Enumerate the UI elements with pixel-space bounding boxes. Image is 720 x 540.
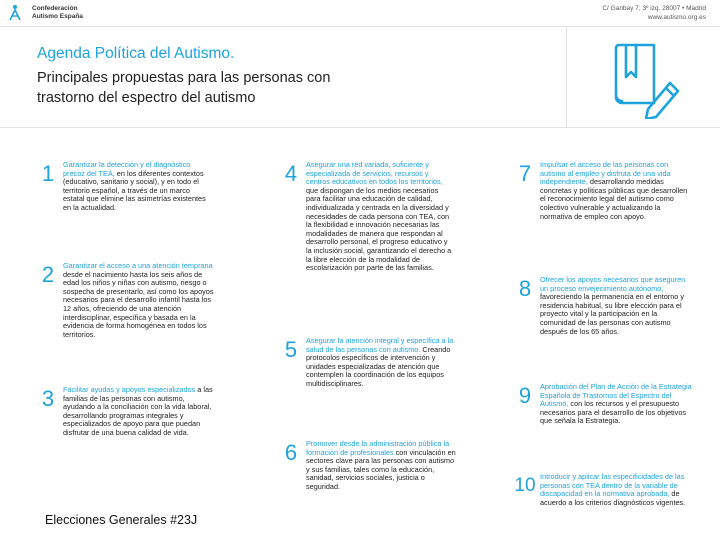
proposal-number: 1 [41, 161, 55, 186]
proposal-highlight: Promover desde la administración pública la formación de profesionales [306, 439, 450, 457]
proposal-number: 8 [518, 276, 532, 301]
proposal-body: a las familias de las personas con autismo, ayudando a la conciliación con la vida laboral, desarrollando programas integrales y especializados de apoyo para que puedan disfrutar de una buena calidad de vida. [63, 385, 213, 437]
proposal-number: 10 [514, 475, 536, 496]
proposal-text [540, 161, 690, 221]
proposal-text [540, 276, 692, 336]
proposal-highlight: Ofrecer los apoyos necesarios que aseguren un proceso envejecimiento autónomo, [540, 275, 686, 293]
proposal-item-1 [35, 161, 230, 231]
proposal-body: desarrollando medidas concretas y políticas públicas que desarrollen el reconocimiento legal del autismo como colectivo vulnerable y actualizando la normativa de empleo con apoyo. [540, 177, 688, 221]
proposal-number: 9 [518, 383, 532, 408]
proposal-item-10 [512, 473, 707, 533]
org-line-1: Confederación [32, 5, 78, 12]
proposal-number: 5 [284, 337, 298, 362]
website-link[interactable]: www.autismo.org.es [647, 13, 706, 21]
book-pencil-icon [608, 37, 684, 119]
proposal-number: 4 [284, 161, 298, 186]
proposal-highlight: Garantizar el acceso a una atención temprana [63, 261, 213, 270]
proposal-body: favoreciendo la permanencia en el entorno y residencia habitual, su libre elección para el proyecto vital y la participación en la comunidad de las personas con autismo después de los 65 años. [540, 292, 685, 336]
proposal-number: 6 [284, 440, 298, 465]
proposal-number: 3 [41, 386, 55, 411]
proposal-item-2 [35, 262, 230, 362]
address-line-1: C/ Garibay 7, 3º izq. 28007 • Madrid [602, 5, 706, 12]
proposal-item-7 [512, 161, 707, 246]
proposal-item-4 [278, 161, 473, 311]
proposal-body: desde el nacimiento hasta los seis años de edad los niños y niñas con autismo, riesgo o sospecha de presentarlo, así como los apoyos necesarios para el desarrollo infantil hasta los 12 años, ofreciendo de una atención interdisciplinar, específica y basada en la evidencia de forma homogénea en todos los territorios. [63, 269, 214, 339]
proposal-text [540, 473, 690, 507]
proposal-body: con los recursos y el presupuesto necesarios para el desarrollo de los objetivos que señala la Estrategia. [540, 399, 687, 426]
proposal-text [306, 161, 454, 273]
proposal-number: 2 [41, 262, 55, 287]
proposal-highlight: Impulsar el acceso de las personas con autismo al empleo y disfruta de una vida independiente, [540, 160, 671, 187]
page-title: Agenda Política del Autismo. [37, 45, 235, 62]
proposal-item-5 [278, 337, 473, 407]
proposal-text [306, 337, 456, 389]
proposal-item-8 [512, 276, 707, 356]
proposal-highlight: Facilitar ayudas y apoyos especializados [63, 385, 196, 394]
proposal-item-9 [512, 383, 707, 443]
proposal-body: con vinculación en sectores clave para las personas con autismo y sus familias, tales como la educación, sanidad, servicios sociales, justicia o seguridad. [306, 447, 456, 491]
proposal-item-6 [278, 440, 473, 510]
proposal-body: que dispongan de los medios necesarios para facilitar una educación de calidad, individualizada y centrada en la diversidad y necesidades de cada persona con TEA, con la flexibilidad e innovación necesarias las modalidades de manera que respondan al desarrollo personal, el progreso educativo y la inclusión social, garantizando el derecho a la libre elección de la modalidad de escolarización por parte de las familias. [306, 185, 452, 273]
proposal-highlight: Asegurar una red variada, suficiente y especializada de servicios, recursos y centros educativos en todos los territorios, [306, 160, 443, 187]
proposal-item-3 [35, 386, 230, 466]
footer-hashtag: Elecciones Generales #23J [45, 513, 198, 527]
address [602, 5, 706, 22]
org-line-2: Autismo España [32, 13, 83, 20]
page-subtitle: Principales propuestas para las personas con trastorno del espectro del autismo [37, 70, 331, 106]
proposal-body: de acuerdo a los criterios diagnósticos vigentes. [540, 489, 686, 507]
proposal-highlight: Garantizar la detección y el diagnóstico precoz del TEA, [63, 160, 191, 178]
top-bar [0, 0, 720, 27]
proposal-highlight: Introducir y aplicar las especificidades de las personas con TEA dentro de la variable de discapacidad en la normativa aprobada, [540, 472, 685, 499]
proposal-number: 7 [518, 161, 532, 186]
proposal-text [63, 262, 215, 339]
proposal-highlight: Aprobación del Plan de Acción de la Estrategia Española de Trastornos del Espectro del Autismo, [540, 382, 692, 409]
proposal-highlight: Asegurar la atención integral y específica a la salud de las personas con autismo. [306, 336, 454, 354]
organization-name [32, 5, 83, 21]
page-header [0, 27, 720, 128]
header-divider [566, 27, 567, 127]
proposal-body: en los diferentes contextos (educativo, sanitario y social), y en todo el territorio español, a través de un marco estatal que elimine las asimetrías existentes en la actualidad. [63, 168, 206, 212]
proposal-text [306, 440, 458, 492]
proposal-text [63, 386, 213, 438]
proposal-text [63, 161, 213, 213]
autismo-espana-logo-icon [8, 4, 22, 22]
proposal-body: Creando protocolos específicos de intervención y unidades especializadas de atención que contemplen la coordinación de los equipos multidisciplinares. [306, 344, 451, 388]
proposal-text [540, 383, 692, 426]
